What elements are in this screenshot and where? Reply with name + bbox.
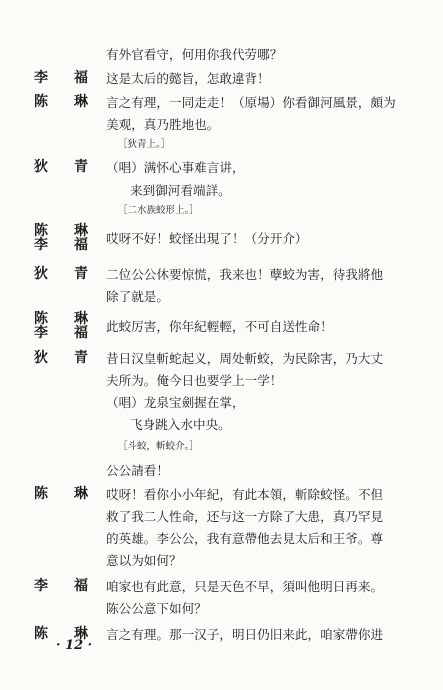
- stage-direction: ［斗蛟，斬蛟介。］: [118, 441, 199, 452]
- dialogue-line: 夫所为。俺今日也要学上一学！: [106, 373, 283, 388]
- speaker-name: 陈 琳 李 福: [34, 223, 94, 253]
- dialogue-line: （唱）满怀心事难言讲，: [106, 160, 245, 175]
- dialogue-line: 公公請看！: [106, 463, 169, 478]
- stage-direction: ［狄青上。］: [118, 139, 171, 150]
- dialogue-line: 来到御河看端詳。: [130, 183, 231, 198]
- dialogue-line: 意以为如何？: [106, 553, 182, 568]
- dialogue-line: 的英雄。李公公，我有意帶他去見太后和王爷。尊: [106, 531, 384, 546]
- dialogue-line: 此蛟厉害，你年紀輕輕，不可自送性命！: [106, 319, 333, 334]
- dialogue-line: 二位公公休要惊慌，我来也！孽蛟为害，待我將他: [106, 267, 384, 282]
- speaker-name: 李 福: [34, 70, 94, 86]
- dialogue-line: 哎呀！看你小小年紀，有此本領，斬除蛟怪。不但: [106, 487, 384, 502]
- dialogue-line: 有外官看守，何用你我代劳哪？: [106, 47, 283, 62]
- dialogue-line: 言之有理。那一汉子，明日仍旧来此，咱家帶你进: [106, 627, 384, 642]
- speaker-name: 狄 青: [34, 266, 94, 282]
- stage-direction: ［二水族蛟形上。］: [118, 205, 199, 216]
- dialogue-line: 美观，真乃胜地也。: [106, 117, 220, 132]
- dialogue-line: 哎呀不好！蛟怪出現了！（分开介）: [106, 231, 308, 246]
- speaker-name: 陈 琳: [34, 626, 94, 642]
- speaker-name: 狄 青: [34, 350, 94, 366]
- speaker-name: 李 福: [34, 578, 94, 594]
- dialogue-line: 除了就是。: [106, 289, 169, 304]
- speaker-name: 陈 琳 李 福: [34, 311, 94, 341]
- speaker-name: 陈 琳: [34, 94, 94, 110]
- dialogue-line: 飞身跳入水中央。: [130, 417, 231, 432]
- dialogue-line: 昔日汉皇斬蛇起义，周处斬蛟，为民除害，乃大丈: [106, 351, 384, 366]
- dialogue-line: （唱）龙泉宝劍握在掌，: [106, 395, 245, 410]
- speaker-name: 狄 青: [34, 159, 94, 175]
- dialogue-line: 救了我二人性命，还与这一方除了大患，真乃罕見: [106, 509, 384, 524]
- page-number: · 12 ·: [56, 638, 93, 653]
- dialogue-line: 咱家也有此意，只是天色不早，須叫他明日再来。: [106, 579, 384, 594]
- dialogue-line: 这是太后的懿旨，怎敢違背！: [106, 71, 270, 86]
- speaker-name: 陈 琳: [34, 486, 94, 502]
- dialogue-line: 言之有理，一同走走！（原場）你看御河風景，頗为: [106, 95, 396, 110]
- dialogue-line: 陈公公意下如何？: [106, 601, 207, 616]
